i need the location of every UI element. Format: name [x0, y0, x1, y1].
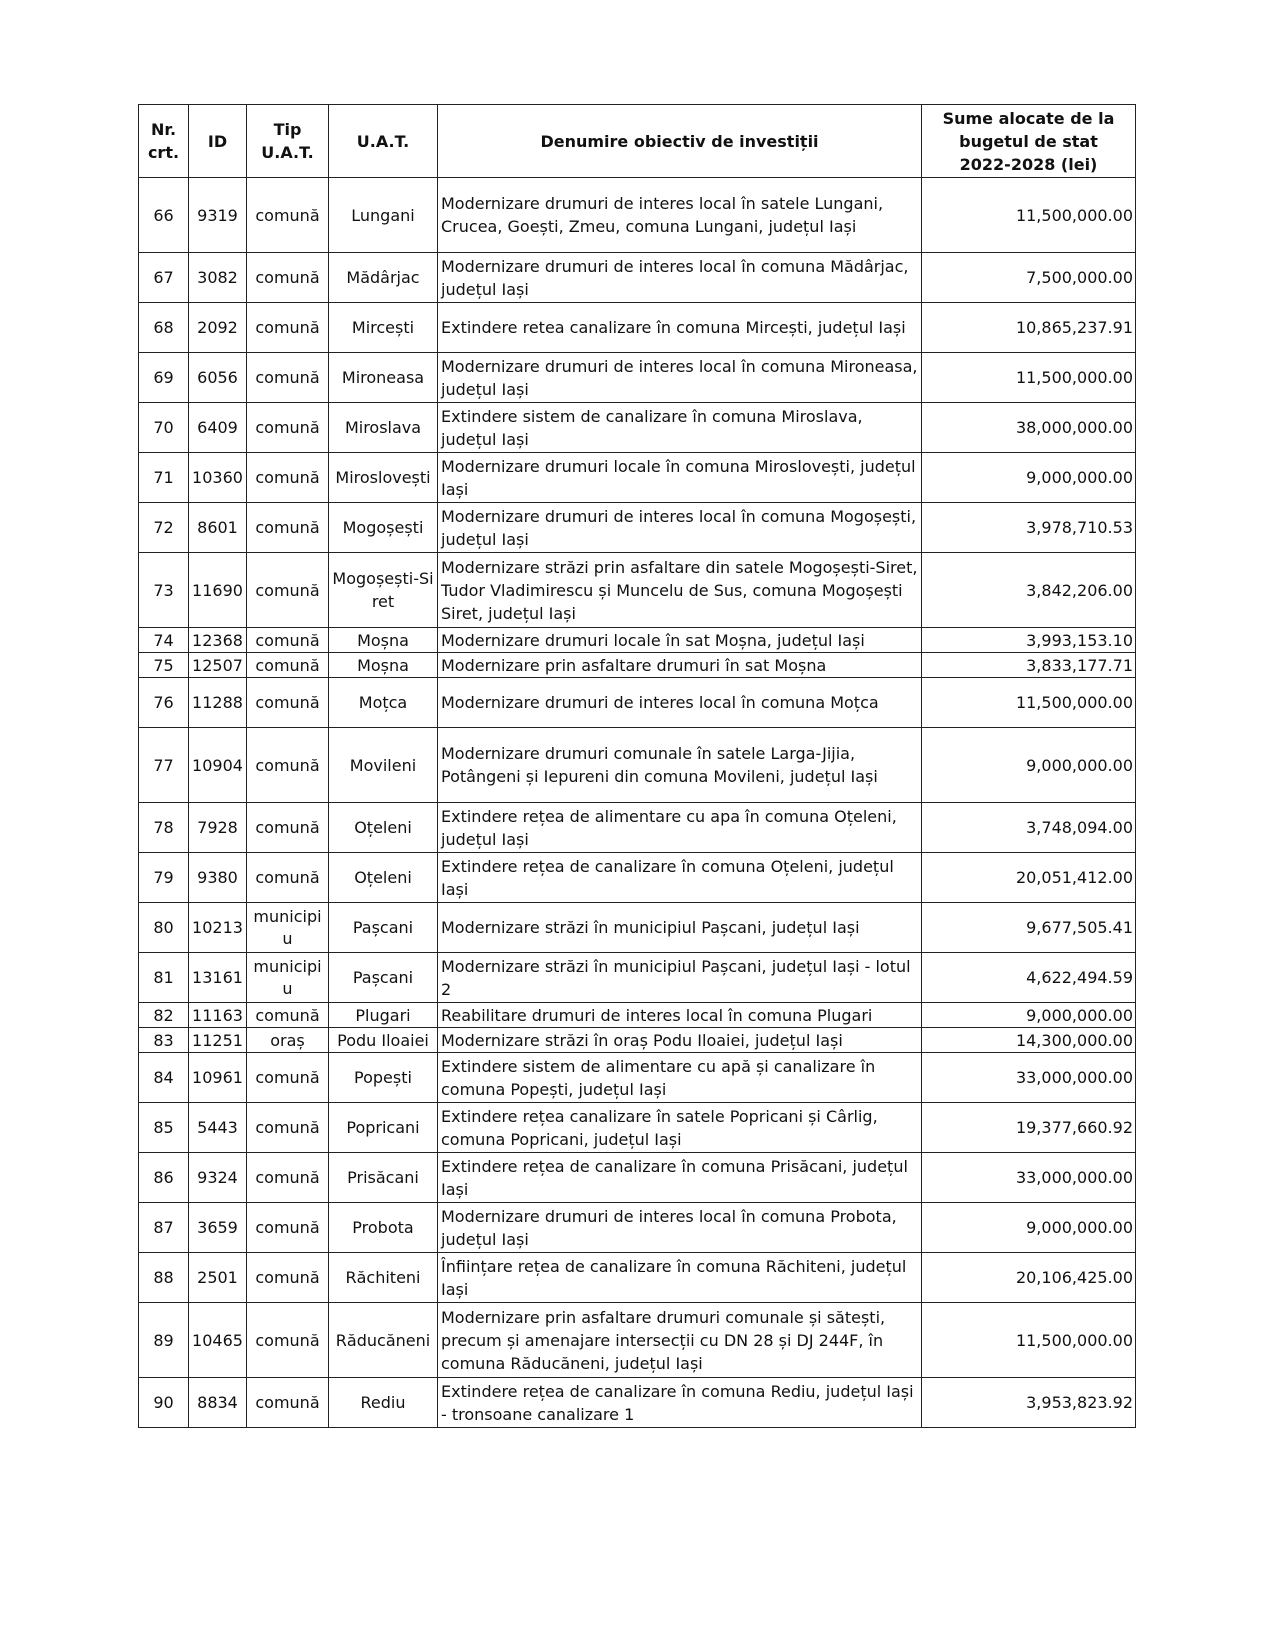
cell-tip-uat: comună — [247, 453, 329, 503]
cell-nr: 79 — [139, 853, 189, 903]
cell-obiectiv: Modernizare drumuri comunale în satele Larga-Jijia, Potângeni și Iepureni din comuna Movileni, județul Iași — [438, 728, 922, 803]
cell-uat: Lungani — [329, 178, 438, 253]
cell-id: 10213 — [189, 903, 247, 953]
table-row — [139, 678, 1136, 728]
cell-id: 9380 — [189, 853, 247, 903]
cell-uat: Moșna — [329, 653, 438, 678]
cell-id: 3082 — [189, 253, 247, 303]
cell-uat: Mogoșești-Siret — [329, 553, 438, 628]
cell-nr: 71 — [139, 453, 189, 503]
cell-id: 3659 — [189, 1203, 247, 1253]
cell-tip-uat: comună — [247, 1053, 329, 1103]
header-sume — [922, 105, 1136, 178]
cell-obiectiv: Extindere rețea de alimentare cu apa în comuna Oțeleni, județul Iași — [438, 803, 922, 853]
cell-suma: 20,051,412.00 — [922, 853, 1136, 903]
cell-id: 12368 — [189, 628, 247, 653]
cell-uat: Plugari — [329, 1003, 438, 1028]
header-id: ID — [189, 105, 247, 178]
table-row — [139, 1303, 1136, 1378]
cell-uat: Probota — [329, 1203, 438, 1253]
cell-tip-uat: comună — [247, 253, 329, 303]
cell-nr: 90 — [139, 1378, 189, 1428]
table-row — [139, 253, 1136, 303]
cell-tip-uat: comună — [247, 353, 329, 403]
cell-obiectiv: Modernizare drumuri de interes local în satele Lungani, Crucea, Goești, Zmeu, comuna Lungani, județul Iași — [438, 178, 922, 253]
cell-suma: 4,622,494.59 — [922, 953, 1136, 1003]
cell-suma: 11,500,000.00 — [922, 353, 1136, 403]
cell-tip-uat: municipiu — [247, 953, 329, 1003]
investment-table — [138, 104, 1136, 1428]
cell-nr: 88 — [139, 1253, 189, 1303]
cell-tip-uat: comună — [247, 503, 329, 553]
cell-tip-uat: comună — [247, 1153, 329, 1203]
table-body — [139, 178, 1136, 1428]
cell-obiectiv: Reabilitare drumuri de interes local în comuna Plugari — [438, 1003, 922, 1028]
cell-tip-uat: comună — [247, 628, 329, 653]
cell-id: 11288 — [189, 678, 247, 728]
table-row — [139, 1153, 1136, 1203]
header-nr-line2: crt. — [147, 143, 180, 162]
table-row — [139, 1378, 1136, 1428]
cell-suma: 3,953,823.92 — [922, 1378, 1136, 1428]
table-row — [139, 653, 1136, 678]
cell-id: 10360 — [189, 453, 247, 503]
cell-suma: 9,677,505.41 — [922, 903, 1136, 953]
cell-nr: 87 — [139, 1203, 189, 1253]
cell-obiectiv: Extindere rețea canalizare în satele Popricani și Cârlig, comuna Popricani, județul Iași — [438, 1103, 922, 1153]
cell-suma: 7,500,000.00 — [922, 253, 1136, 303]
table-row — [139, 1028, 1136, 1053]
cell-uat: Prisăcani — [329, 1153, 438, 1203]
cell-uat: Mircești — [329, 303, 438, 353]
cell-nr: 81 — [139, 953, 189, 1003]
table-row — [139, 178, 1136, 253]
table-row — [139, 1253, 1136, 1303]
cell-id: 10465 — [189, 1303, 247, 1378]
cell-id: 8834 — [189, 1378, 247, 1428]
cell-suma: 3,842,206.00 — [922, 553, 1136, 628]
cell-uat: Rediu — [329, 1378, 438, 1428]
cell-id: 7928 — [189, 803, 247, 853]
cell-nr: 69 — [139, 353, 189, 403]
cell-suma: 3,993,153.10 — [922, 628, 1136, 653]
cell-suma: 9,000,000.00 — [922, 728, 1136, 803]
cell-suma: 10,865,237.91 — [922, 303, 1136, 353]
cell-nr: 72 — [139, 503, 189, 553]
cell-tip-uat: comună — [247, 803, 329, 853]
cell-nr: 70 — [139, 403, 189, 453]
cell-suma: 11,500,000.00 — [922, 1303, 1136, 1378]
table-row — [139, 1053, 1136, 1103]
cell-id: 12507 — [189, 653, 247, 678]
investment-table-page — [138, 104, 1135, 1428]
cell-uat: Movileni — [329, 728, 438, 803]
cell-uat: Popești — [329, 1053, 438, 1103]
cell-uat: Pașcani — [329, 903, 438, 953]
cell-obiectiv: Modernizare drumuri locale în comuna Miroslovești, județul Iași — [438, 453, 922, 503]
cell-uat: Oțeleni — [329, 853, 438, 903]
cell-tip-uat: comună — [247, 1203, 329, 1253]
cell-obiectiv: Înființare rețea de canalizare în comuna Răchiteni, județul Iași — [438, 1253, 922, 1303]
cell-nr: 84 — [139, 1053, 189, 1103]
header-tip-uat — [247, 105, 329, 178]
cell-suma: 33,000,000.00 — [922, 1053, 1136, 1103]
cell-tip-uat: municipiu — [247, 903, 329, 953]
cell-suma: 9,000,000.00 — [922, 1203, 1136, 1253]
table-row — [139, 903, 1136, 953]
cell-obiectiv: Modernizare prin asfaltare drumuri în sat Moșna — [438, 653, 922, 678]
header-nr-line1: Nr. — [150, 120, 177, 139]
cell-tip-uat: comună — [247, 403, 329, 453]
table-row — [139, 953, 1136, 1003]
cell-obiectiv: Modernizare prin asfaltare drumuri comunale și sătești, precum și amenajare intersecții cu DN 28 și DJ 244F, în comuna Răducăneni, județul Iași — [438, 1303, 922, 1378]
cell-obiectiv: Modernizare drumuri de interes local în comuna Mădârjac, județul Iași — [438, 253, 922, 303]
cell-id: 6409 — [189, 403, 247, 453]
cell-tip-uat: comună — [247, 1253, 329, 1303]
cell-uat: Pașcani — [329, 953, 438, 1003]
header-nr-crt — [139, 105, 189, 178]
cell-id: 2501 — [189, 1253, 247, 1303]
cell-id: 8601 — [189, 503, 247, 553]
table-row — [139, 1203, 1136, 1253]
table-header-row — [139, 105, 1136, 178]
cell-obiectiv: Extindere retea canalizare în comuna Mircești, județul Iași — [438, 303, 922, 353]
cell-uat: Mădârjac — [329, 253, 438, 303]
cell-obiectiv: Modernizare străzi în oraș Podu Iloaiei, județul Iași — [438, 1028, 922, 1053]
cell-suma: 33,000,000.00 — [922, 1153, 1136, 1203]
cell-id: 13161 — [189, 953, 247, 1003]
cell-id: 11163 — [189, 1003, 247, 1028]
table-row — [139, 303, 1136, 353]
cell-obiectiv: Extindere rețea de canalizare în comuna Rediu, județul Iași - tronsoane canalizare 1 — [438, 1378, 922, 1428]
table-row — [139, 1003, 1136, 1028]
cell-nr: 80 — [139, 903, 189, 953]
cell-tip-uat: comună — [247, 1303, 329, 1378]
cell-obiectiv: Extindere sistem de canalizare în comuna Miroslava, județul Iași — [438, 403, 922, 453]
header-sume-line1: Sume alocate de la — [942, 108, 1115, 128]
header-sume-line3: 2022-2028 (lei) — [959, 154, 1098, 174]
cell-suma: 38,000,000.00 — [922, 403, 1136, 453]
cell-uat: Miroslava — [329, 403, 438, 453]
table-row — [139, 353, 1136, 403]
cell-obiectiv: Extindere rețea de canalizare în comuna Prisăcani, județul Iași — [438, 1153, 922, 1203]
cell-uat: Oțeleni — [329, 803, 438, 853]
cell-uat: Mironeasa — [329, 353, 438, 403]
cell-suma: 11,500,000.00 — [922, 678, 1136, 728]
cell-id: 11690 — [189, 553, 247, 628]
table-row — [139, 728, 1136, 803]
cell-suma: 9,000,000.00 — [922, 1003, 1136, 1028]
cell-tip-uat: comună — [247, 853, 329, 903]
table-row — [139, 628, 1136, 653]
table-row — [139, 503, 1136, 553]
cell-tip-uat: comună — [247, 1378, 329, 1428]
cell-nr: 75 — [139, 653, 189, 678]
table-row — [139, 853, 1136, 903]
cell-id: 6056 — [189, 353, 247, 403]
cell-nr: 83 — [139, 1028, 189, 1053]
cell-tip-uat: comună — [247, 1003, 329, 1028]
cell-nr: 89 — [139, 1303, 189, 1378]
cell-uat: Moșna — [329, 628, 438, 653]
cell-obiectiv: Extindere rețea de canalizare în comuna Oțeleni, județul Iași — [438, 853, 922, 903]
cell-uat: Miroslovești — [329, 453, 438, 503]
cell-nr: 68 — [139, 303, 189, 353]
cell-id: 11251 — [189, 1028, 247, 1053]
cell-nr: 82 — [139, 1003, 189, 1028]
cell-suma: 3,978,710.53 — [922, 503, 1136, 553]
cell-tip-uat: comună — [247, 653, 329, 678]
cell-suma: 20,106,425.00 — [922, 1253, 1136, 1303]
cell-suma: 9,000,000.00 — [922, 453, 1136, 503]
header-denumire: Denumire obiectiv de investiții — [438, 105, 922, 178]
cell-tip-uat: comună — [247, 1103, 329, 1153]
cell-tip-uat: comună — [247, 553, 329, 628]
cell-tip-uat: comună — [247, 728, 329, 803]
cell-nr: 86 — [139, 1153, 189, 1203]
cell-obiectiv: Extindere sistem de alimentare cu apă și canalizare în comuna Popești, județul Iași — [438, 1053, 922, 1103]
cell-obiectiv: Modernizare drumuri de interes local în comuna Probota, județul Iași — [438, 1203, 922, 1253]
cell-tip-uat: comună — [247, 178, 329, 253]
cell-tip-uat: comună — [247, 303, 329, 353]
table-row — [139, 1103, 1136, 1153]
cell-id: 9324 — [189, 1153, 247, 1203]
cell-id: 2092 — [189, 303, 247, 353]
cell-obiectiv: Modernizare drumuri de interes local în comuna Mironeasa, județul Iași — [438, 353, 922, 403]
cell-suma: 11,500,000.00 — [922, 178, 1136, 253]
cell-suma: 19,377,660.92 — [922, 1103, 1136, 1153]
cell-obiectiv: Modernizare drumuri de interes local în comuna Mogoșești, județul Iași — [438, 503, 922, 553]
cell-suma: 3,748,094.00 — [922, 803, 1136, 853]
cell-uat: Popricani — [329, 1103, 438, 1153]
cell-id: 10904 — [189, 728, 247, 803]
cell-nr: 76 — [139, 678, 189, 728]
cell-nr: 66 — [139, 178, 189, 253]
cell-nr: 78 — [139, 803, 189, 853]
table-row — [139, 403, 1136, 453]
cell-id: 9319 — [189, 178, 247, 253]
cell-suma: 3,833,177.71 — [922, 653, 1136, 678]
cell-uat: Moțca — [329, 678, 438, 728]
table-row — [139, 453, 1136, 503]
cell-obiectiv: Modernizare drumuri de interes local în comuna Moțca — [438, 678, 922, 728]
cell-tip-uat: comună — [247, 678, 329, 728]
table-row — [139, 803, 1136, 853]
header-sume-line2: bugetul de stat — [959, 131, 1098, 151]
cell-uat: Răducăneni — [329, 1303, 438, 1378]
cell-nr: 73 — [139, 553, 189, 628]
cell-suma: 14,300,000.00 — [922, 1028, 1136, 1053]
cell-id: 10961 — [189, 1053, 247, 1103]
cell-nr: 85 — [139, 1103, 189, 1153]
table-row — [139, 553, 1136, 628]
header-uat: U.A.T. — [329, 105, 438, 178]
cell-obiectiv: Modernizare străzi prin asfaltare din satele Mogoșești-Siret, Tudor Vladimirescu și Muncelu de Sus, comuna Mogoșești Siret, județul Iași — [438, 553, 922, 628]
header-tip-line1: Tip — [273, 120, 302, 139]
cell-nr: 67 — [139, 253, 189, 303]
cell-uat: Mogoșești — [329, 503, 438, 553]
cell-nr: 77 — [139, 728, 189, 803]
cell-tip-uat: oraș — [247, 1028, 329, 1053]
cell-id: 5443 — [189, 1103, 247, 1153]
cell-obiectiv: Modernizare străzi în municipiul Pașcani, județul Iași - lotul 2 — [438, 953, 922, 1003]
cell-nr: 74 — [139, 628, 189, 653]
cell-obiectiv: Modernizare drumuri locale în sat Moșna, județul Iași — [438, 628, 922, 653]
cell-uat: Podu Iloaiei — [329, 1028, 438, 1053]
cell-obiectiv: Modernizare străzi în municipiul Pașcani, județul Iași — [438, 903, 922, 953]
header-tip-line2: U.A.T. — [261, 143, 314, 162]
cell-uat: Răchiteni — [329, 1253, 438, 1303]
